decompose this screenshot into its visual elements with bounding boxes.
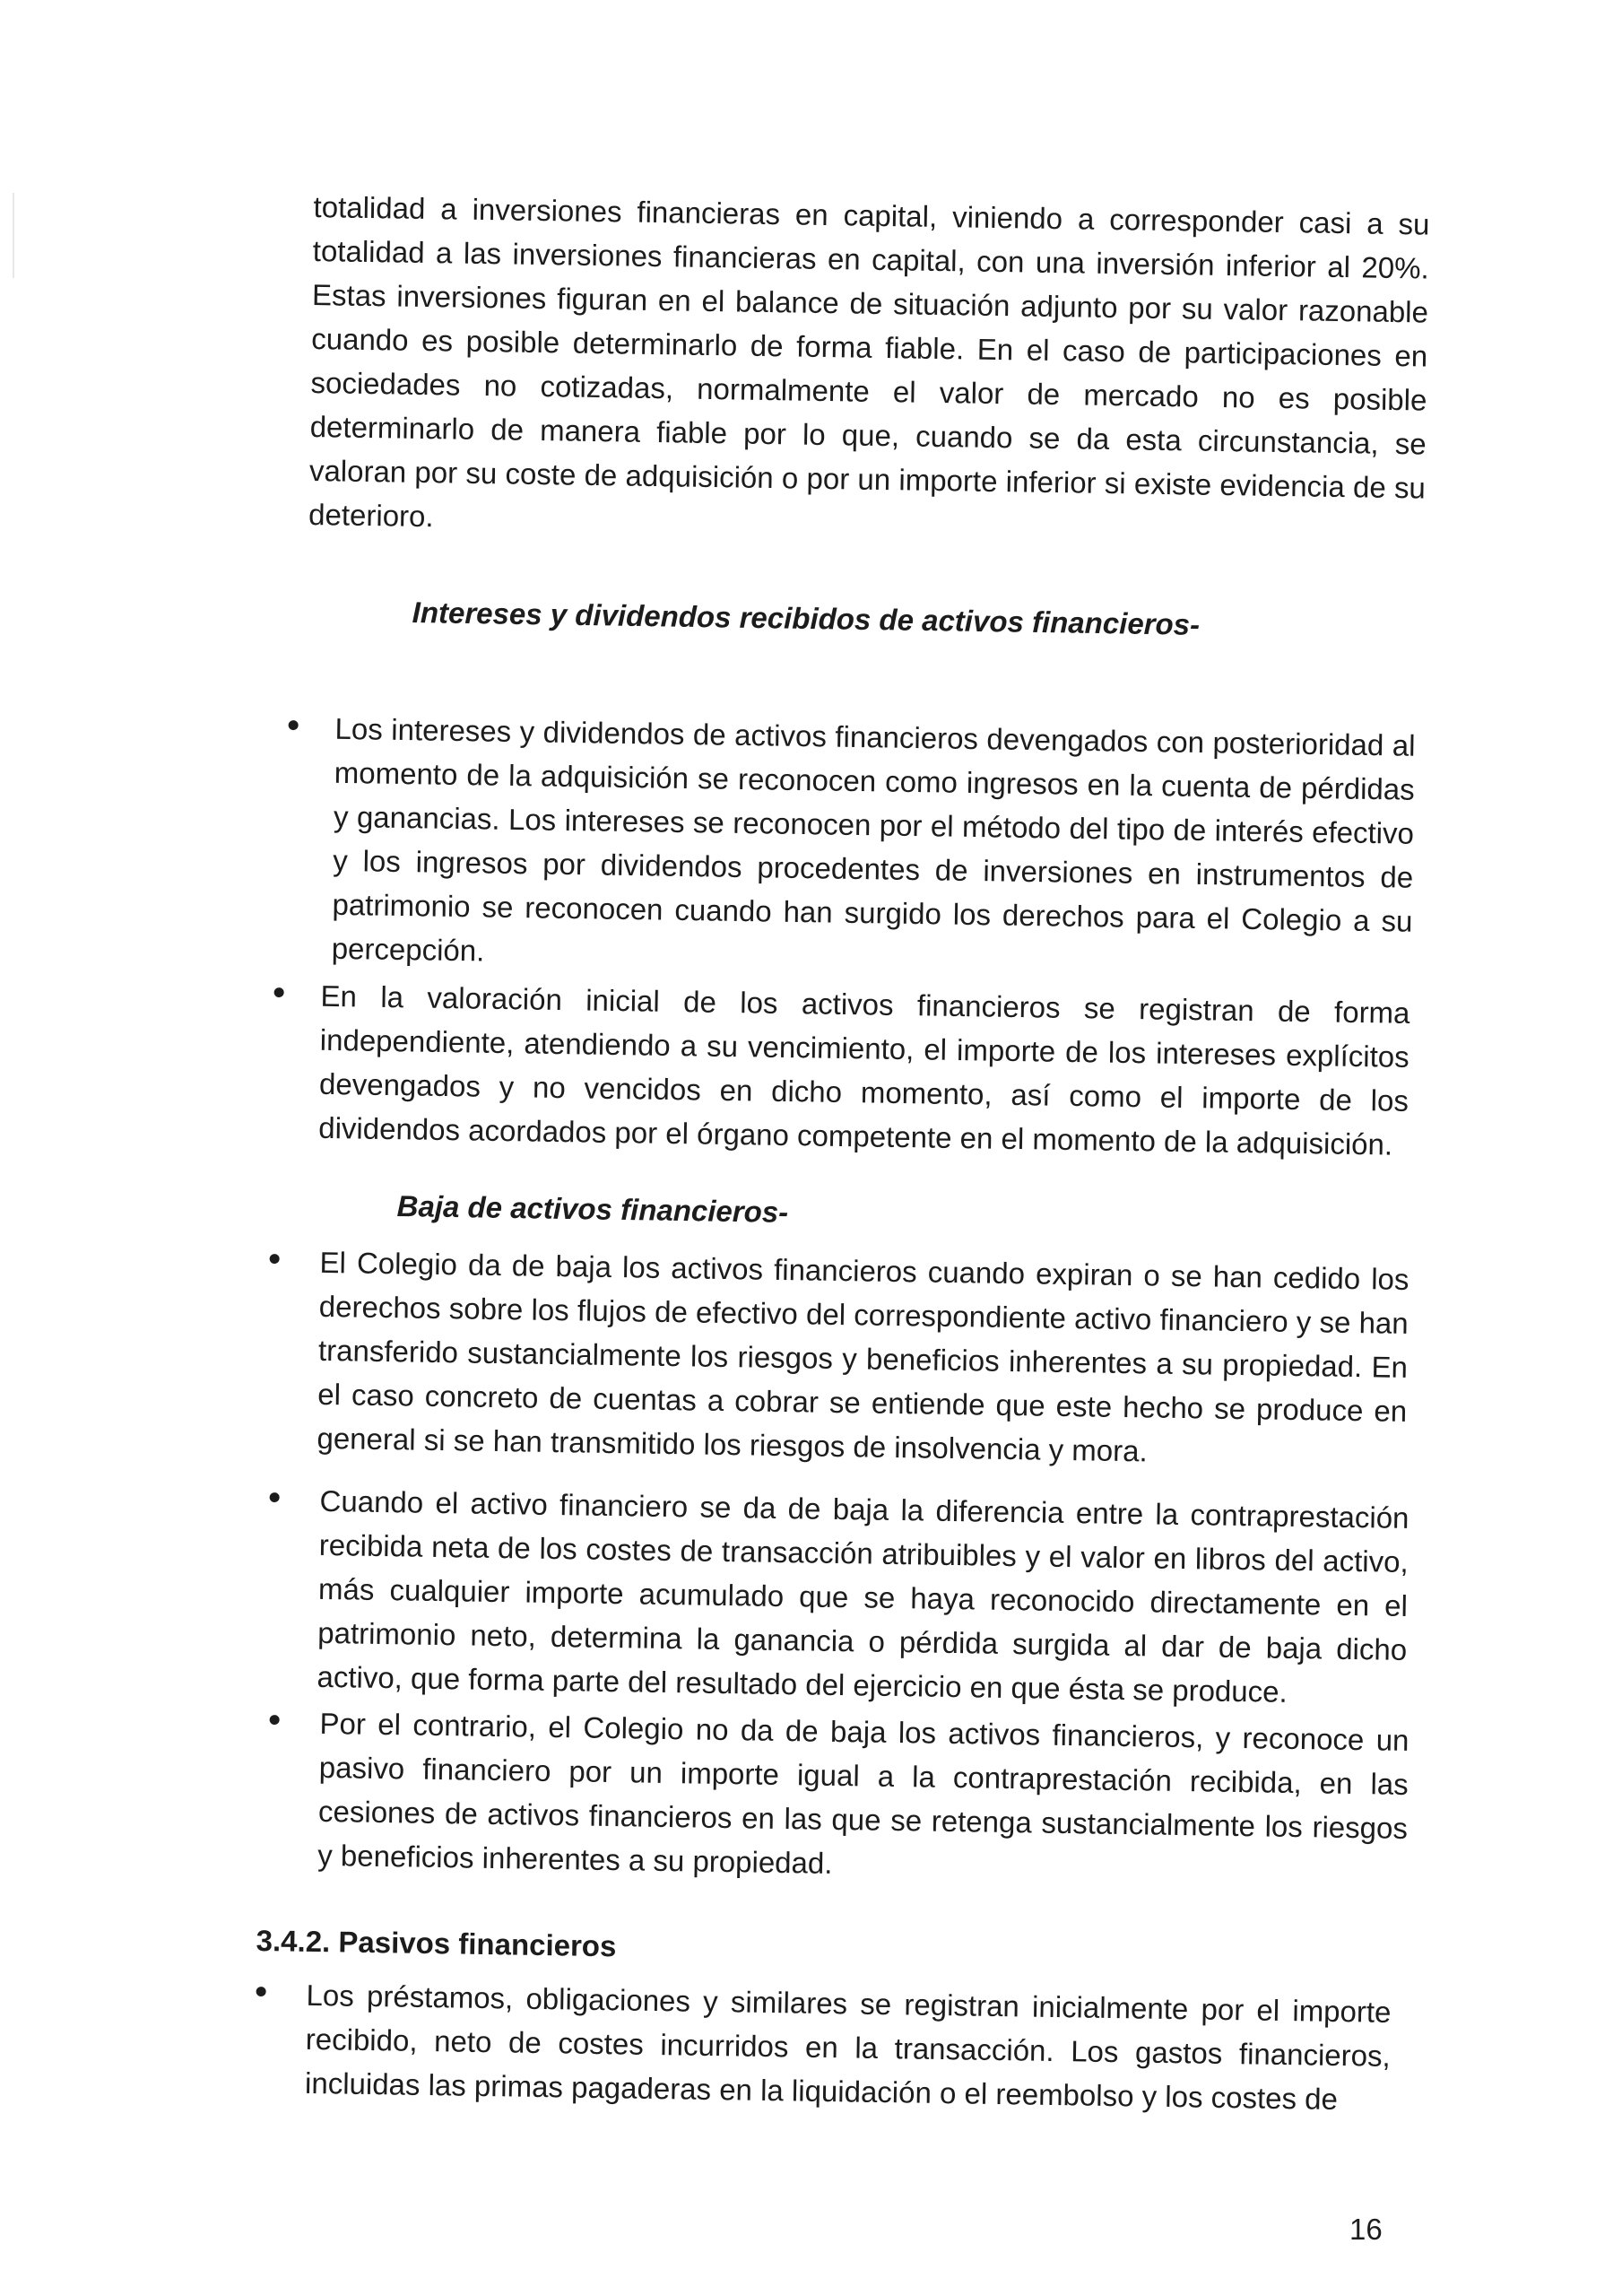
list-item-text: Por el contrario, el Colegio no da de baja los activos financieros, y reconoce un pasivo financiero por un importe igual a la contraprestación recibida, en las cesiones de activos financieros en las que se retenga sustancialmente los riesgos y beneficios inherentes a su propiedad. xyxy=(317,1706,1409,1880)
bullet-icon xyxy=(256,1987,266,1996)
bullet-icon xyxy=(270,1715,280,1725)
bullet-icon xyxy=(274,987,284,997)
list-item-text: En la valoración inicial de los activos financieros se registran de forma independiente, atendiendo a su vencimiento, el importe de los intereses explícitos devengados y no vencidos en dicho momento, así como el importe de los dividendos acordados por el órgano competente en el momento de la adquisición. xyxy=(318,978,1410,1161)
section-title-pasivos: 3.4.2. Pasivos financieros xyxy=(256,1924,617,1963)
list-item-text: El Colegio da de baja los activos financieros cuando expiran o se han cedido los derechos sobre los flujos de efectivo del correspondiente activo financiero y se han transferido sustancialmente los riesgos y beneficios inherentes a su propiedad. En el caso concreto de cuentas a cobrar se entiende que este hecho se produce en general si se han transmitido los riesgos de insolvencia y mora. xyxy=(317,1245,1409,1468)
bullet-icon xyxy=(270,1254,280,1264)
list-item-text: Los intereses y dividendos de activos financieros devengados con posterioridad al momento de la adquisición se reconocen como ingresos en la cuenta de pérdidas y ganancias. Los intereses se reconocen por el método del tipo de interés efectivo y los ingresos por dividendos procedentes de inversiones en instrumentos de patrimonio se reconocen cuando han surgido los derechos para el Colegio a su percepción. xyxy=(331,711,1416,968)
bullet-icon xyxy=(289,720,299,730)
bullet-icon xyxy=(270,1492,280,1502)
scan-edge-mark xyxy=(13,193,14,278)
heading-intereses-dividendos: Intereses y dividendos recibidos de activos financieros- xyxy=(412,596,1201,641)
list-item-text: Cuando el activo financiero se da de baja la diferencia entre la contraprestación recibida neta de los costes de transacción atribuibles y el valor en libros del activo, más cualquier importe acumulado que se haya reconocido directamente en el patrimonio neto, determina la ganancia o pérdida surgida al dar de baja dicho activo, que forma parte del resultado del ejercicio en que ésta se produce. xyxy=(317,1483,1409,1709)
intro-paragraph: totalidad a inversiones financieras en capital, viniendo a corresponder casi a su totalidad a las inversiones financieras en capital, con una inversión inferior al 20%. Estas inversiones figuran en el balance de situación adjunto por su valor razonable cuando es posible determinarlo de forma fiable. En el caso de participaciones en sociedades no cotizadas, normalmente el valor de mercado no es posible determinarlo de manera fiable por lo que, cuando se da esta circunstancia, se valoran por su coste de adquisición o por un importe inferior si existe evidencia de su deterioro. xyxy=(308,189,1430,534)
list-item-text: Los préstamos, obligaciones y similares se registran inicialmente por el importe recibido, neto de costes incurridos en la transacción. Los gastos financieros, incluidas las primas pagaderas en la liquidación o el reembolso y los costes de xyxy=(304,1978,1392,2116)
page-number: 16 xyxy=(1349,2213,1383,2246)
heading-baja-activos: Baja de activos financieros- xyxy=(396,1189,789,1229)
